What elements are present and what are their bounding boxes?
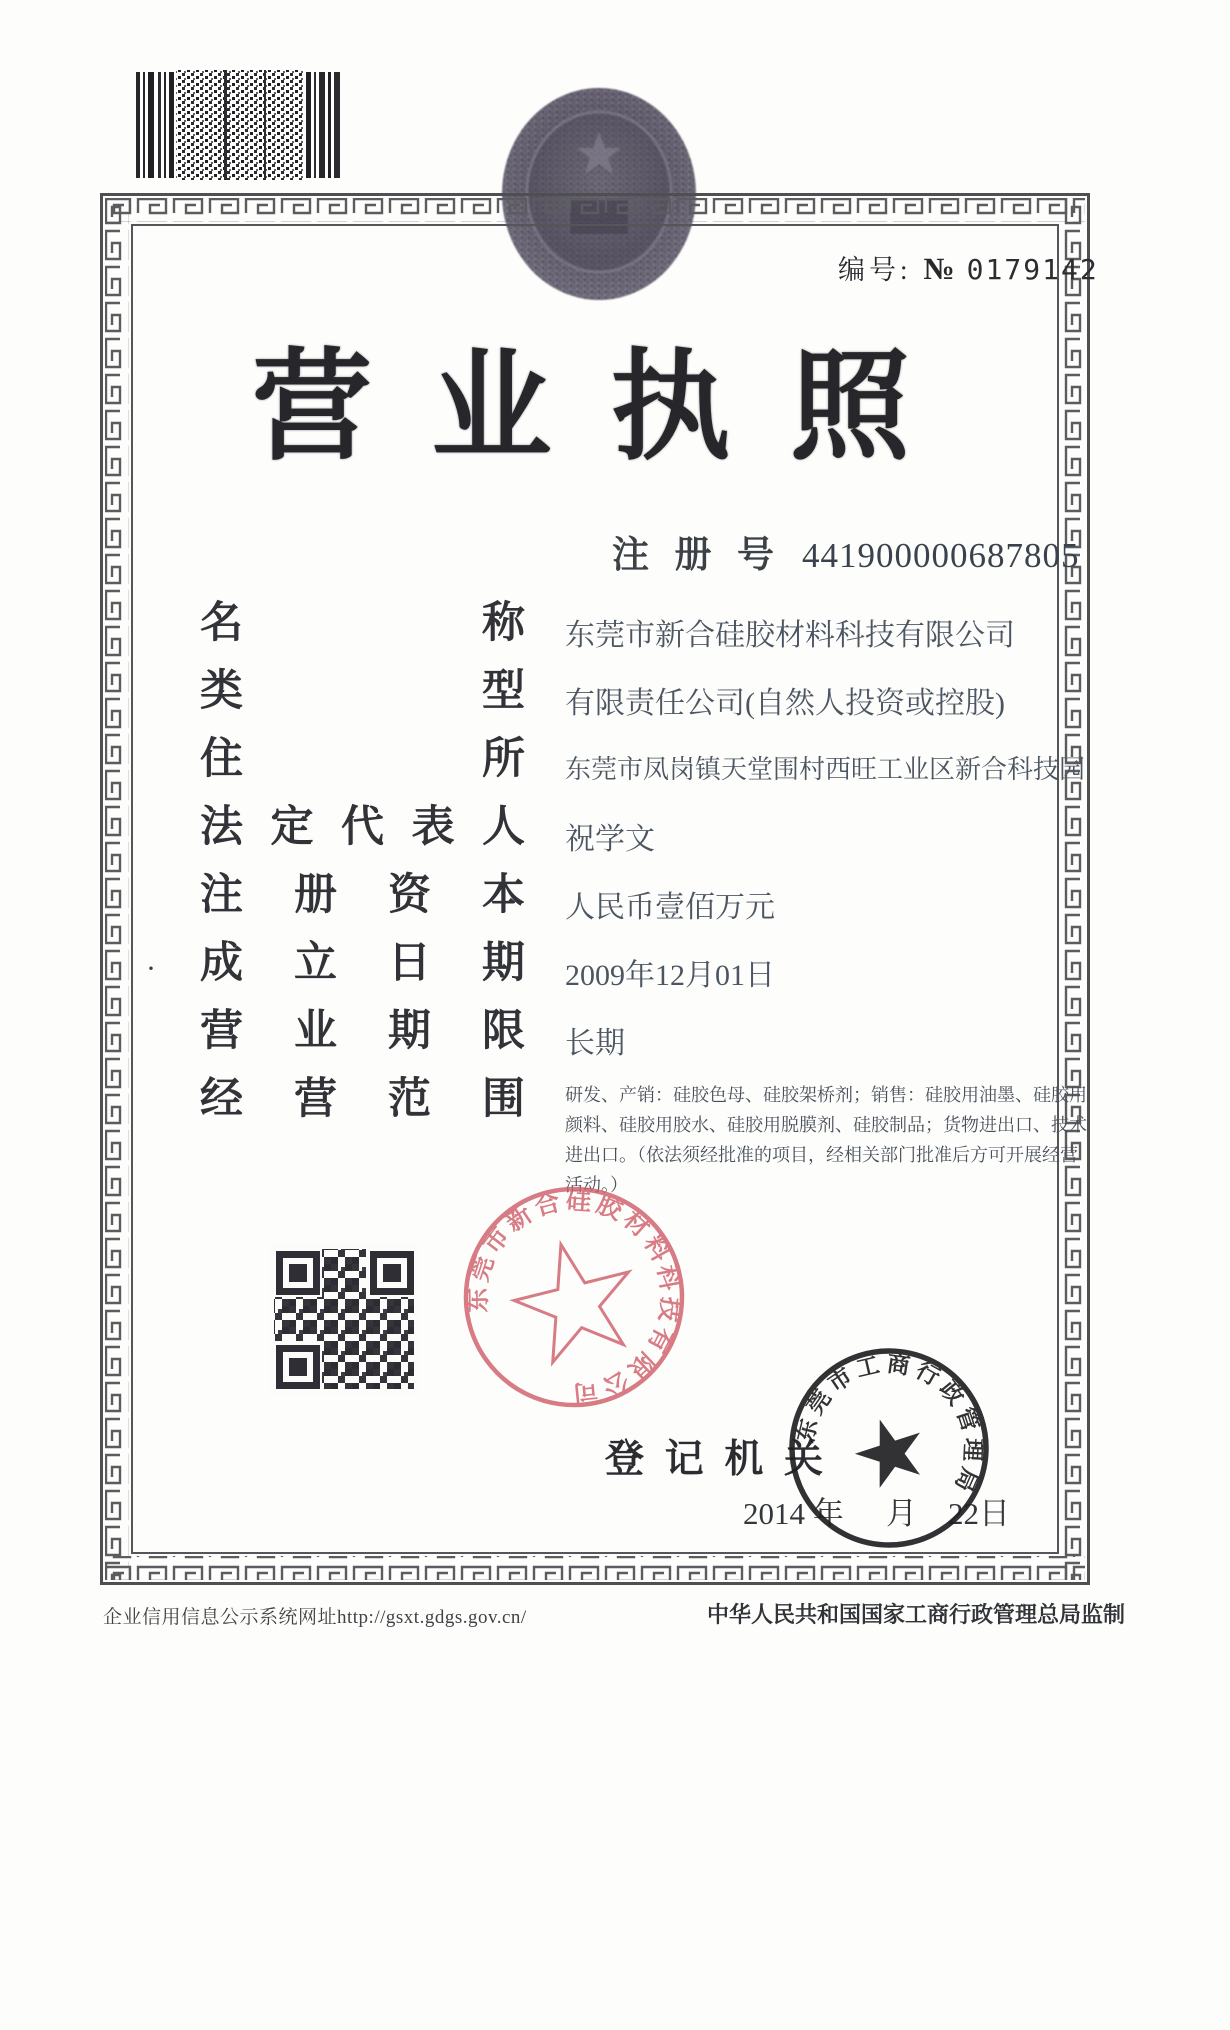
field-value: 东莞市新合硅胶材料科技有限公司	[565, 619, 1015, 652]
field-value: 有限责任公司(自然人投资或控股)	[565, 687, 1005, 720]
scope-line: 活动。）	[565, 1175, 628, 1195]
field-value: 长期	[565, 1027, 625, 1060]
scope-line: 颜料、硅胶用胶水、硅胶用脱膜剂、硅胶制品；货物进出口、技术	[565, 1115, 1087, 1135]
footer-public-system-url: 企业信用信息公示系统网址http://gsxt.gdgs.gov.cn/	[103, 1607, 527, 1628]
field-label: 法 定 代 表 人	[200, 804, 525, 851]
license-title: 营 业 执 照	[252, 338, 910, 477]
registry-seal-stamp	[783, 1342, 995, 1554]
field-label: 类 型	[200, 668, 525, 715]
footer-issuing-authority: 中华人民共和国国家工商行政管理总局监制	[707, 1602, 1126, 1627]
field-value: 祝学文	[565, 823, 655, 856]
registry-seal-text: 东莞市工商行政管理局	[792, 1350, 986, 1500]
registry-authority-label: 登 记 机 关	[605, 1438, 823, 1481]
issue-date-day: 22日	[948, 1496, 1010, 1531]
field-label: 营 业 期 限	[200, 1008, 525, 1055]
field-label: 注 册 资 本	[200, 872, 525, 919]
issue-date-month-unit: 月	[886, 1496, 917, 1531]
field-label: 成 立 日 期	[200, 940, 525, 987]
scope-line: 进出口。（依法须经批准的项目，经相关部门批准后方可开展经营	[565, 1145, 1078, 1165]
serial-label: 编号:	[838, 255, 912, 285]
registration-label: 注 册 号	[612, 535, 774, 576]
field-row-type	[200, 666, 1100, 722]
company-seal-stamp	[452, 1172, 696, 1422]
issue-date-year: 2014 年	[743, 1496, 844, 1531]
field-row-capital	[200, 870, 1100, 926]
field-label: 住 所	[200, 736, 525, 783]
qr-code	[268, 1243, 420, 1395]
svg-text:东莞市新合硅胶材料科技有限公司	[452, 1172, 696, 1422]
field-row-address	[200, 734, 1100, 790]
serial-number: 0179142	[966, 253, 1099, 286]
field-row-legal-rep	[200, 802, 1100, 858]
numero-sign: №	[923, 251, 955, 286]
scope-line: 研发、产销：硅胶色母、硅胶架桥剂；销售：硅胶用油墨、硅胶用	[565, 1085, 1087, 1105]
field-value: 2009年12月01日	[565, 959, 775, 992]
stray-scan-mark: ·	[146, 952, 156, 985]
field-label: 名 称	[200, 600, 525, 647]
company-seal-text: 东莞市新合硅胶材料科技有限公司	[464, 1187, 684, 1407]
field-label: 经 营 范 围	[200, 1076, 525, 1123]
registration-number: 441900000687805	[802, 536, 1080, 575]
field-row-name	[200, 598, 1100, 654]
pdf417-barcode	[128, 66, 352, 184]
field-row-term	[200, 1006, 1100, 1062]
serial-number-row	[838, 248, 1099, 287]
field-value: 东莞市凤岗镇天堂围村西旺工业区新合科技园	[565, 755, 1086, 784]
field-value: 人民币壹佰万元	[565, 891, 775, 924]
field-row-established	[200, 938, 1100, 994]
registration-number-row	[612, 524, 1080, 578]
